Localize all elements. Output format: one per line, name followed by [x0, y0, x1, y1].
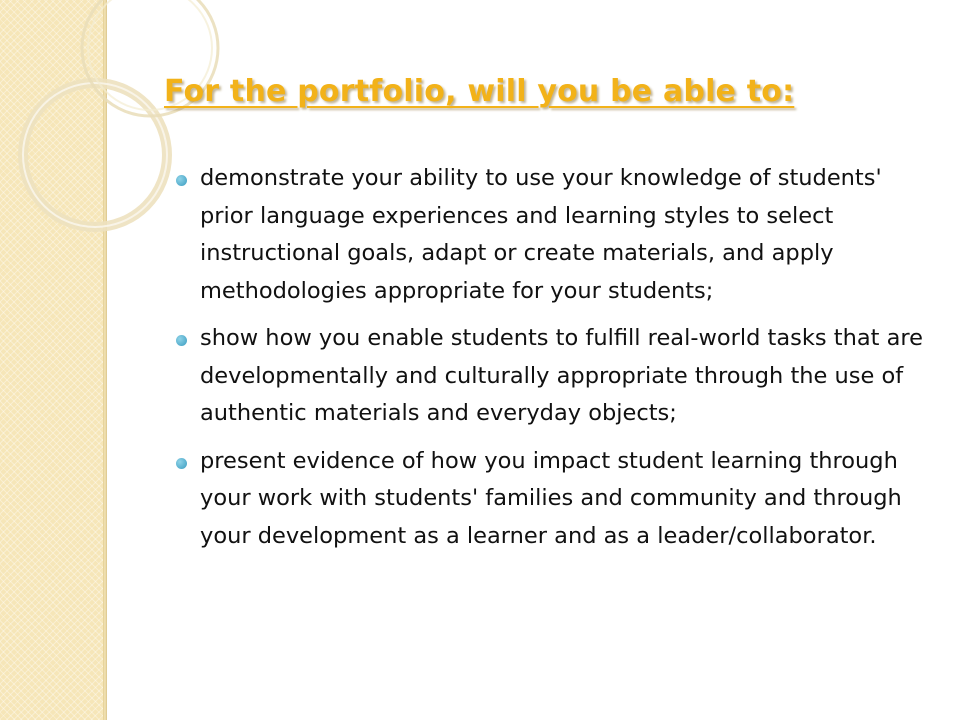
- bullet-item: [176, 160, 936, 310]
- bullet-text: show how you enable students to fulfill real-world tasks that are developmentally and culturally appropriate through the use of authentic materials and everyday objects;: [200, 325, 924, 426]
- bullet-dot-icon: [176, 458, 187, 469]
- slide-title: For the portfolio, will you be able to:: [164, 74, 795, 109]
- bullet-list: [176, 160, 936, 565]
- bullet-dot-icon: [176, 335, 187, 346]
- bullet-text: present evidence of how you impact student learning through your work with students' families and community and through your development as a learner and as a leader/collaborator.: [200, 447, 902, 549]
- bullet-item: [176, 443, 936, 556]
- bullet-item: [176, 320, 936, 433]
- bullet-text: demonstrate your ability to use your knowledge of students' prior language experiences and learning styles to select instructional goals, adapt or create materials, and apply methodologies appropriate for your students;: [200, 165, 882, 304]
- bullet-dot-icon: [176, 175, 187, 186]
